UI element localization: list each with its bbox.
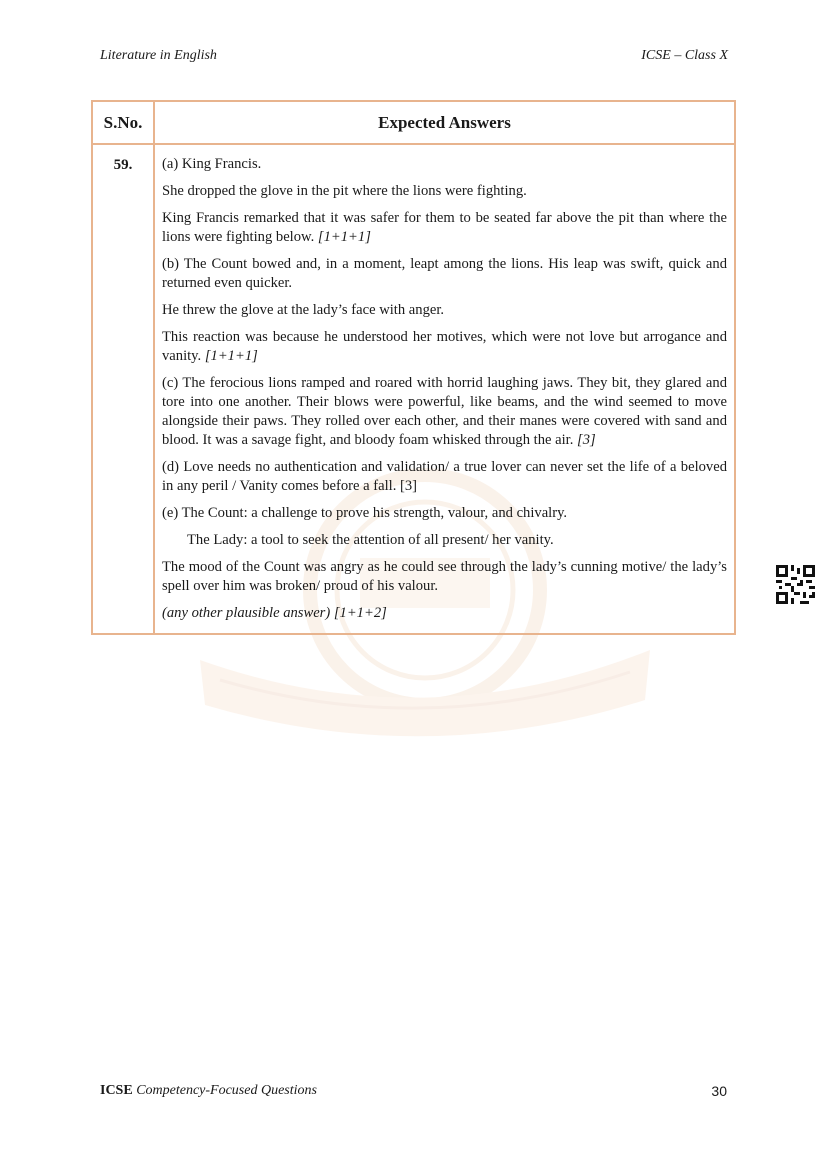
answer-a-marks: [1+1+1] [317, 229, 371, 245]
footer-title [100, 1083, 317, 1099]
footer-brand: ICSE [100, 1083, 133, 1098]
table-header-row [92, 101, 735, 144]
answer-b-line-3 [162, 328, 727, 366]
answer-a-line-2: She dropped the glove in the pit where the lions were fighting. [162, 183, 527, 199]
answer-c-text: (c) The ferocious lions ramped and roared with horrid laughing jaws. They bit, they glared and tore into one another. Their blows were powerful, like beams, and the wind seemed to move alongside their paws. They rolled over each other, and their manes were covered with sand and blood. It was a savage fight, and bloody foam whisked through the air. [162, 375, 727, 448]
answer-b-text: This reaction was because he understood her motives, which were not love but arrogance and vanity. [162, 329, 727, 364]
answer-a-text: King Francis remarked that it was safer for them to be seated far above the pit than where the lions were fighting below. [162, 210, 727, 245]
answers-table [91, 100, 736, 635]
answer-a-line-3 [162, 209, 727, 247]
answer-d: (d) Love needs no authentication and validation/ a true lover can never set the life of a beloved in any peril / Vanity comes before a fall. [3] [162, 459, 727, 494]
page-number: 30 [711, 1083, 727, 1099]
running-header-right: ICSE – Class X [641, 48, 728, 63]
answer-c [162, 374, 727, 450]
answer-e-line-4: (any other plausible answer) [1+1+2] [162, 605, 387, 621]
answer-b-line-1: (b) The Count bowed and, in a moment, leapt among the lions. His leap was swift, quick and returned even quicker. [162, 256, 727, 291]
column-header-sno: S.No. [92, 101, 154, 144]
answer-e-line-1: (e) The Count: a challenge to prove his strength, valour, and chivalry. [162, 505, 568, 521]
answer-b-marks: [1+1+1] [204, 348, 258, 364]
running-header-left: Literature in English [100, 48, 217, 63]
question-number: 59. [92, 144, 154, 634]
qr-code-icon[interactable] [776, 565, 815, 604]
answer-e-line-2: The Lady: a tool to seek the attention of all present/ her vanity. [187, 532, 554, 548]
footer-book-title: Competency-Focused Questions [136, 1083, 317, 1098]
answer-b-line-2: He threw the glove at the lady’s face with anger. [162, 302, 445, 318]
column-header-expected-answers: Expected Answers [154, 101, 735, 144]
answer-a-line-1: (a) King Francis. [162, 156, 262, 172]
answer-cell [154, 144, 735, 634]
answer-c-marks: [3] [577, 432, 596, 448]
table-row [92, 144, 735, 634]
answer-e-line-3: The mood of the Count was angry as he could see through the lady’s cunning motive/ the lady’s spell over him was broken/ proud of his valour. [162, 559, 727, 594]
